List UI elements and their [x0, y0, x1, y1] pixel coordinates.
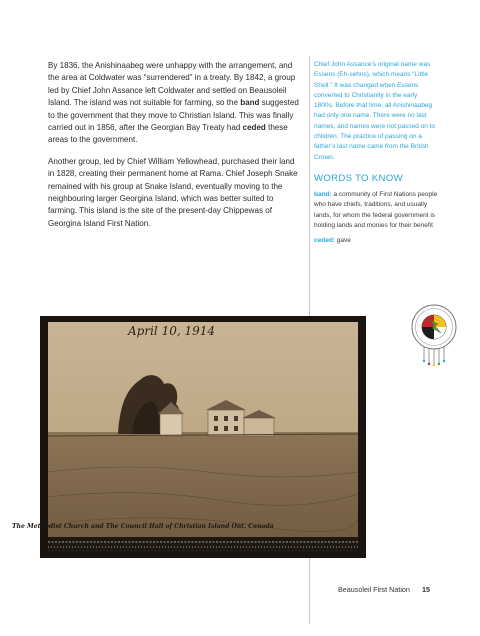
definition-term: ceded: — [314, 237, 335, 245]
paragraph-1-text-c: these areas to the government. — [48, 123, 288, 145]
definition-term: band: — [314, 190, 332, 198]
nation-emblem-icon — [410, 303, 458, 367]
paragraph-1-text-b: suggested to the government that they move to Christian Island. This was finally carried out in 1856, after the Georgian Bay Treaty had — [48, 98, 299, 133]
main-column — [48, 60, 300, 239]
photo-date-inscription: April 10, 1914 — [128, 324, 216, 338]
words-to-know-heading: WORDS TO KNOW — [314, 172, 403, 184]
definition-band — [314, 190, 438, 231]
footer-publication-name: Beausoleil First Nation — [338, 585, 410, 594]
council-hall-building — [208, 410, 244, 436]
definition-text: gave — [334, 237, 351, 245]
paragraph-1-text-a: By 1836, the Anishinaabeg were unhappy with the arrangement, and the area at Coldwater was “surrendered” in a treaty. By 1842, a group led by Chief John Assance left Coldwater and settled on Beausoleil Island. The island was not suitable for farming, so the — [48, 61, 296, 108]
definition-text: a community of First Nations people who have chiefs, traditions, and usually lands, for whom the federal government is holding lands and monies for their benefit — [314, 190, 438, 229]
photo-caption: The Methodist Church and The Council Hall of Christian Island Ont. Canada — [12, 523, 274, 530]
paragraph-1 — [48, 60, 300, 147]
term-ceded: ceded — [242, 123, 266, 133]
photo-scene — [48, 322, 358, 552]
sidebar — [314, 60, 438, 251]
historic-photo-frame — [40, 316, 366, 558]
historic-photo — [48, 322, 358, 552]
paragraph-2: Another group, led by Chief William Yellowhead, purchased their land in 1828, creating their permanent home at Rama. Chief Joseph Snake remained with his group at Snake Island, eventually moving to the neighbouring larger Georgina Island, which was better suited to farming. This island is the site of the present-day Chippewas of Georgina Island First Nation. — [48, 156, 298, 228]
term-band: band — [240, 98, 260, 108]
sidebar-note: Chief John Assance’s original name was Essens (Eh-sehns), which means “Little Shell.” It was changed when Essens converted to Christianity in the early 1800s. Before that time, all Anishinaabeg had only one name. There were no last names, and names were not passed on to children. The practice of passing on a father’s last name came from the British Crown. — [314, 61, 436, 161]
church-building — [160, 414, 182, 436]
page-number: 15 — [422, 585, 430, 594]
definition-ceded — [314, 236, 438, 246]
